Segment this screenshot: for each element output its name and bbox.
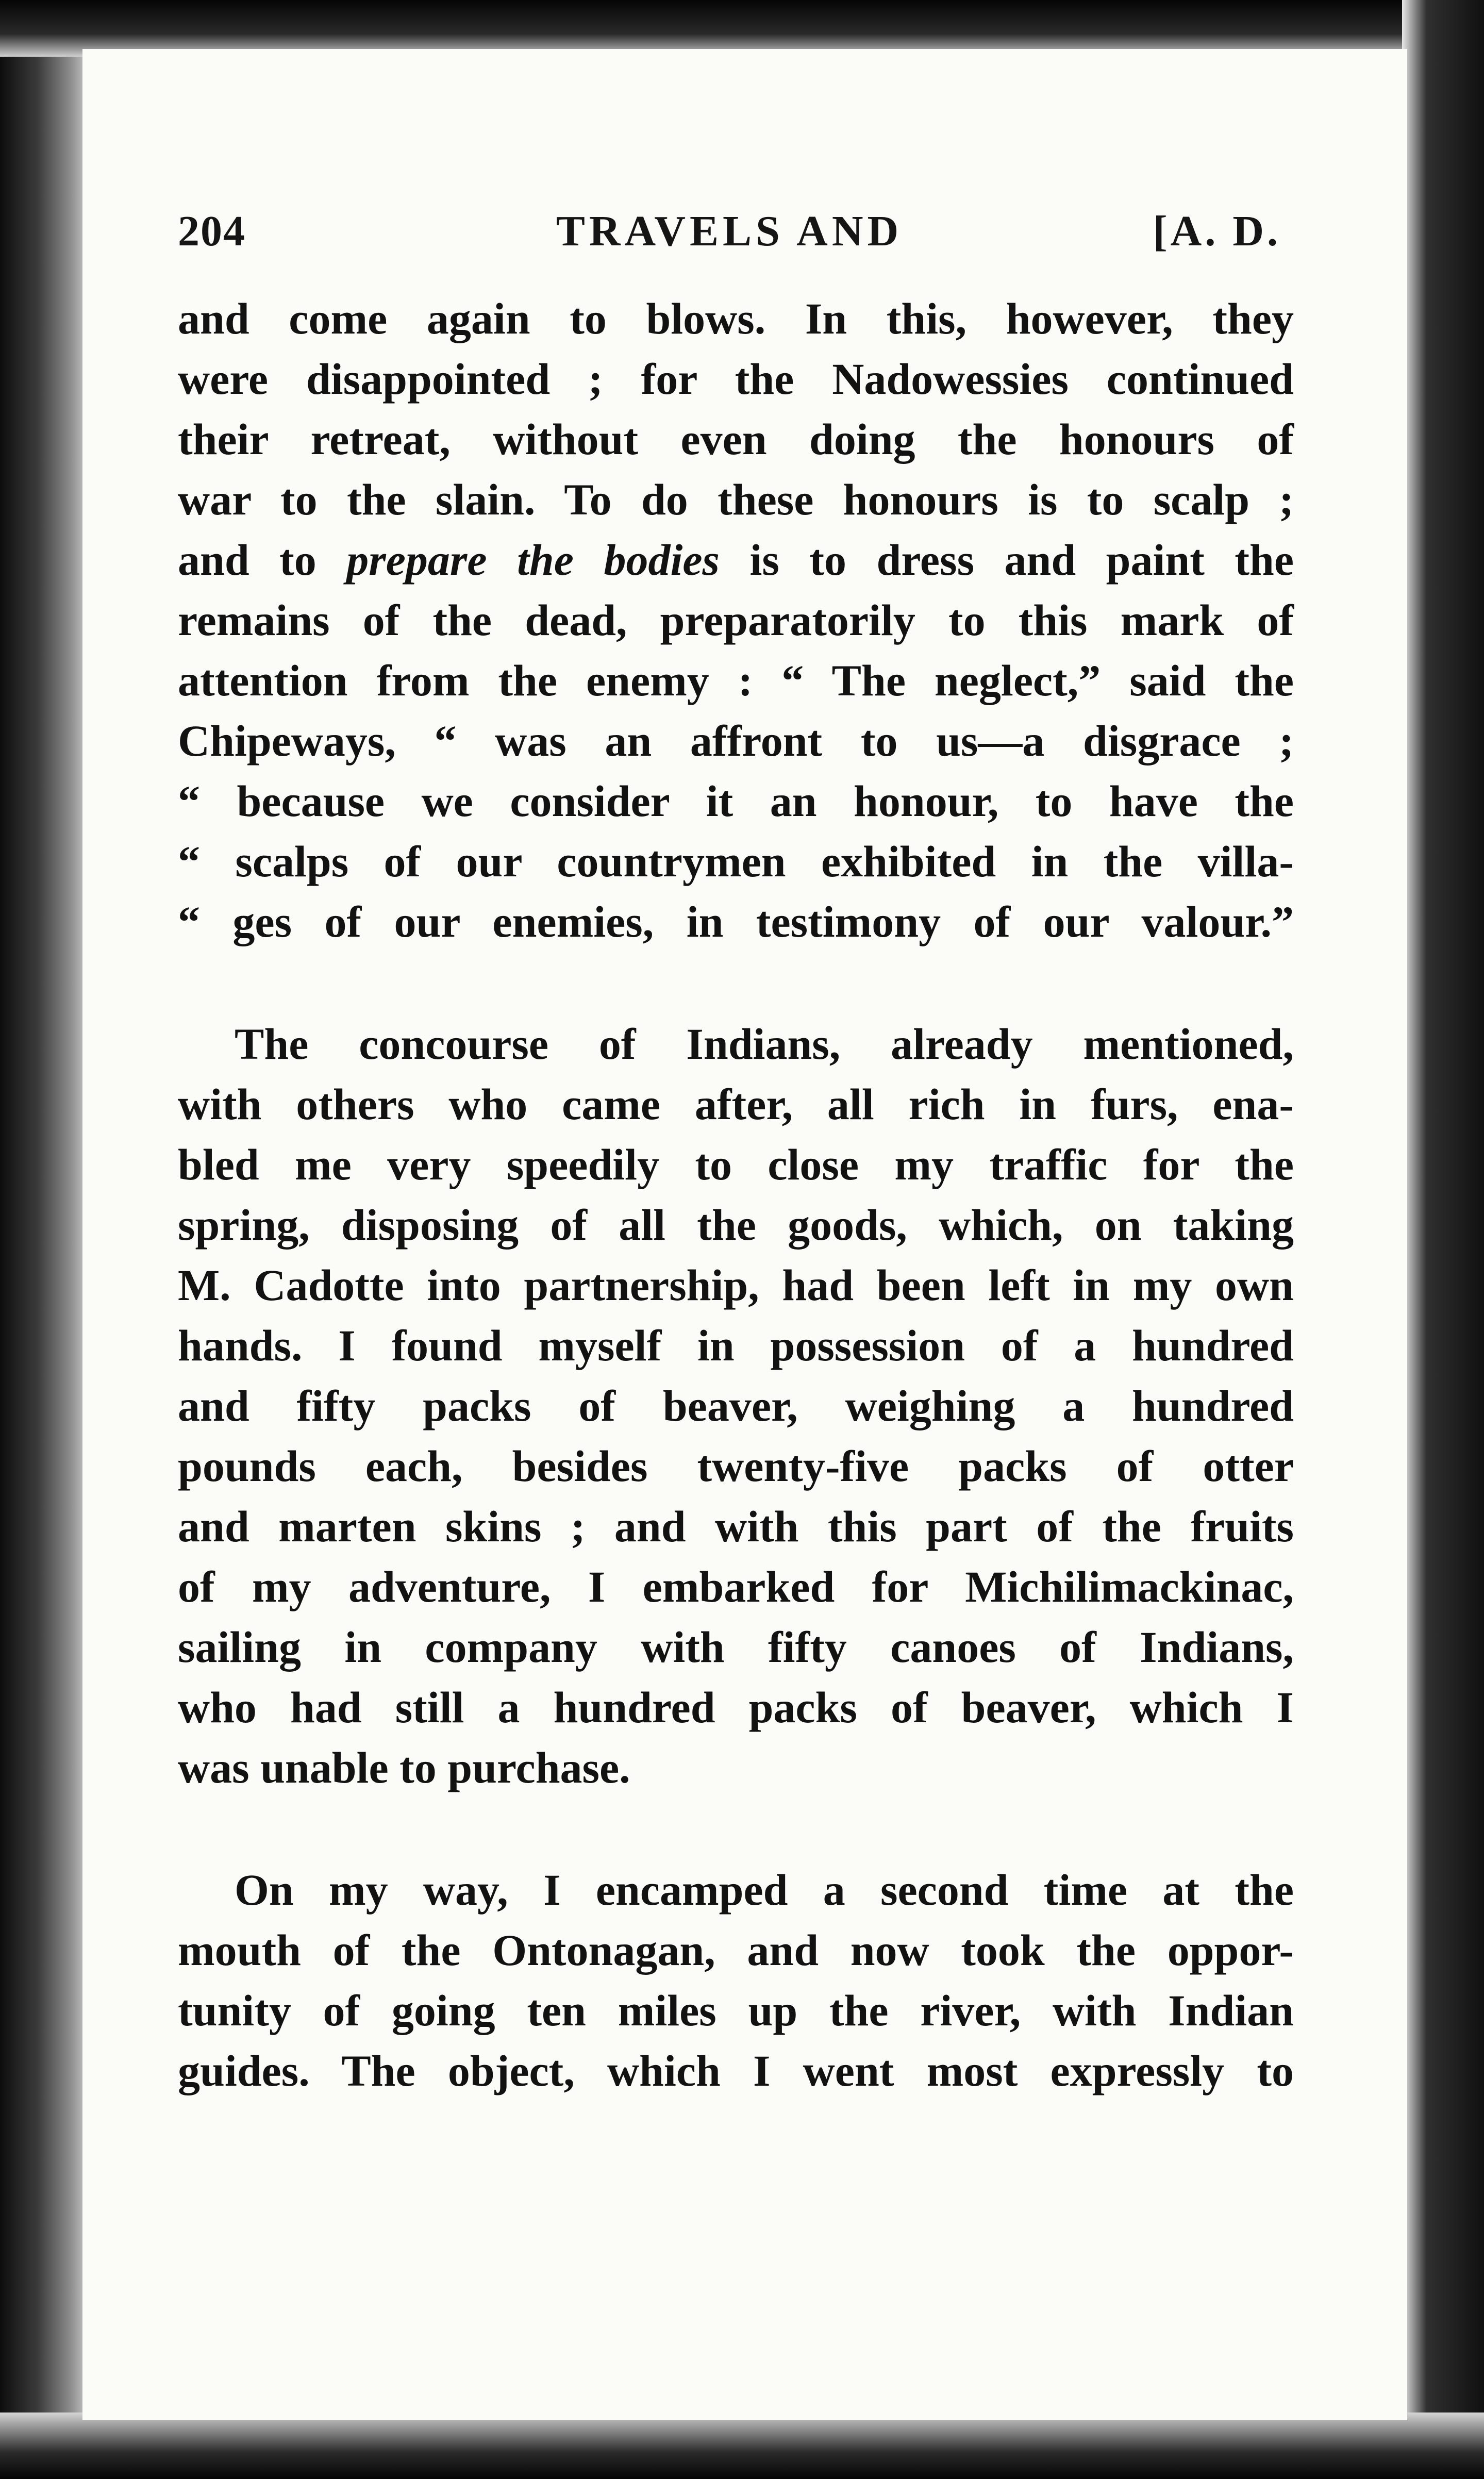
paragraph bbox=[178, 1014, 1294, 1798]
paragraph bbox=[178, 1860, 1294, 2101]
page-header bbox=[178, 201, 1281, 273]
text-segment: and to bbox=[178, 535, 347, 585]
text-line: and come again to blows. In this, however, they bbox=[178, 294, 1294, 343]
text-segment: is to dress and paint the bbox=[720, 535, 1294, 585]
text-line: were disappointed ; for the Nadowessies continued bbox=[178, 354, 1294, 404]
text-line: On my way, I encamped a second time at the bbox=[235, 1865, 1294, 1915]
text-line: was unable to purchase. bbox=[178, 1743, 630, 1792]
text-line: Chipeways, “ was an affront to us—a disgrace ; bbox=[178, 716, 1294, 766]
text-line: guides. The object, which I went most expressly to bbox=[178, 2046, 1294, 2095]
text-line: “ scalps of our countrymen exhibited in the villa- bbox=[178, 837, 1294, 886]
text-line: war to the slain. To do these honours is to scalp ; bbox=[178, 475, 1294, 524]
paragraph-gap bbox=[178, 1798, 1294, 1860]
next-page-edge bbox=[1402, 0, 1484, 2479]
text-line: of my adventure, I embarked for Michilimackinac, bbox=[178, 1562, 1294, 1611]
text-line: bled me very speedily to close my traffic for the bbox=[178, 1140, 1294, 1189]
body-text bbox=[178, 289, 1294, 2101]
text-line: “ ges of our enemies, in testimony of our valour.” bbox=[178, 897, 1294, 946]
running-date: [A. D. bbox=[1153, 207, 1281, 255]
page-number: 204 bbox=[178, 207, 246, 255]
text-line: sailing in company with fifty canoes of Indians, bbox=[178, 1622, 1294, 1672]
italic-phrase: prepare the bodies bbox=[346, 535, 720, 585]
text-line: pounds each, besides twenty-five packs of otter bbox=[178, 1441, 1294, 1491]
text-line: their retreat, without even doing the honours of bbox=[178, 414, 1294, 464]
book-gutter-shadow bbox=[0, 0, 93, 2479]
text-line: remains of the dead, preparatorily to this mark of bbox=[178, 595, 1294, 645]
text-line: M. Cadotte into partnership, had been left in my own bbox=[178, 1260, 1294, 1310]
paragraph bbox=[178, 289, 1294, 952]
text-line: hands. I found myself in possession of a hundred bbox=[178, 1321, 1294, 1370]
text-line: The concourse of Indians, already mentioned, bbox=[235, 1019, 1294, 1069]
running-head: TRAVELS AND bbox=[556, 207, 903, 255]
text-line: and fifty packs of beaver, weighing a hundred bbox=[178, 1381, 1294, 1430]
text-line: and marten skins ; and with this part of the fruits bbox=[178, 1502, 1294, 1551]
scan-top-border bbox=[0, 0, 1484, 57]
text-line: mouth of the Ontonagan, and now took the oppor- bbox=[178, 1925, 1294, 1975]
text-line bbox=[178, 530, 1294, 590]
text-line: attention from the enemy : “ The neglect,” said the bbox=[178, 656, 1294, 705]
text-line: who had still a hundred packs of beaver, which I bbox=[178, 1683, 1294, 1732]
text-line: spring, disposing of all the goods, which, on taking bbox=[178, 1200, 1294, 1250]
paragraph-gap bbox=[178, 952, 1294, 1014]
text-line: with others who came after, all rich in furs, ena- bbox=[178, 1079, 1294, 1129]
text-line: “ because we consider it an honour, to have the bbox=[178, 776, 1294, 826]
scan-bottom-border bbox=[0, 2413, 1484, 2479]
text-line: tunity of going ten miles up the river, with Indian bbox=[178, 1986, 1294, 2035]
